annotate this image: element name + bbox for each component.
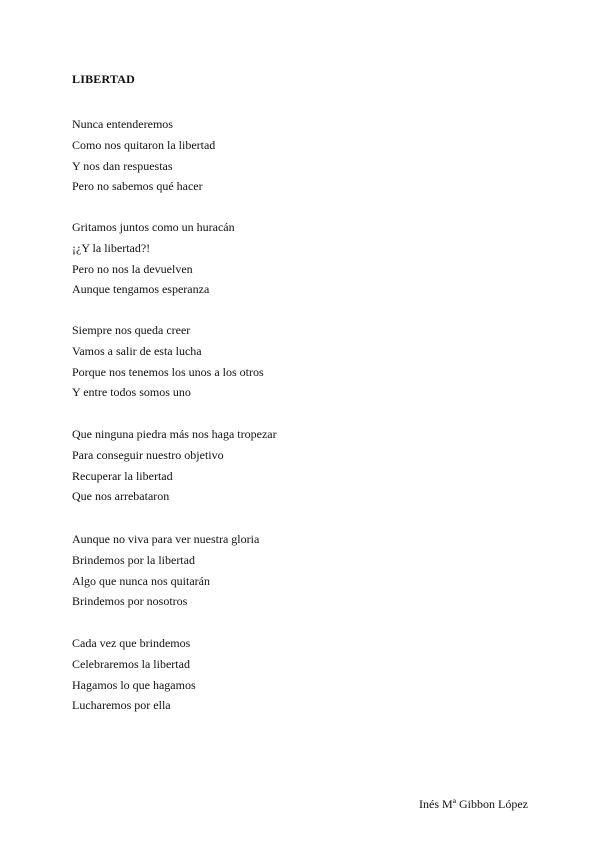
poem-line: Celebraremos la libertad <box>72 656 190 671</box>
poem-line: Y entre todos somos uno <box>72 385 191 400</box>
poem-line: Nunca entenderemos <box>72 117 173 131</box>
poem-line: Aunque tengamos esperanza <box>72 282 210 297</box>
poem-line: Porque nos tenemos los unos a los otros <box>72 364 264 379</box>
stanza-6 <box>72 633 196 716</box>
poem-line: ¡¿Y la libertad?! <box>72 240 151 255</box>
stanza-1 <box>72 114 215 197</box>
author-signature: Inés Mª Gibbon López <box>419 797 528 811</box>
poem-line: Vamos a salir de esta lucha <box>72 343 202 358</box>
poem-line: Pero no nos la devuelven <box>72 261 193 276</box>
poem-line: Que ninguna piedra más nos haga tropezar <box>72 427 277 441</box>
poem-line: Aunque no viva para ver nuestra gloria <box>72 532 260 546</box>
poem-title: LIBERTAD <box>72 72 135 86</box>
poem-line: Lucharemos por ella <box>72 698 171 713</box>
poem-line: Brindemos por nosotros <box>72 594 188 609</box>
poem-line: Gritamos juntos como un huracán <box>72 220 235 234</box>
poem-line: Pero no sabemos qué hacer <box>72 179 203 194</box>
stanza-3 <box>72 320 264 403</box>
poem-line: Y nos dan respuestas <box>72 158 173 173</box>
stanza-5 <box>72 529 259 612</box>
poem-line: Recuperar la libertad <box>72 468 173 483</box>
poem-line: Siempre nos queda creer <box>72 323 191 337</box>
poem-line: Que nos arrebataron <box>72 489 170 504</box>
stanza-2 <box>72 217 235 300</box>
poem-line: Algo que nunca nos quitarán <box>72 573 210 588</box>
poem-line: Como nos quitaron la libertad <box>72 137 216 152</box>
poem-line: Cada vez que brindemos <box>72 636 191 650</box>
poem-line: Brindemos por la libertad <box>72 552 195 567</box>
poem-line: Hagamos lo que hagamos <box>72 677 196 692</box>
stanza-4 <box>72 424 277 507</box>
poem-line: Para conseguir nuestro objetivo <box>72 447 224 462</box>
